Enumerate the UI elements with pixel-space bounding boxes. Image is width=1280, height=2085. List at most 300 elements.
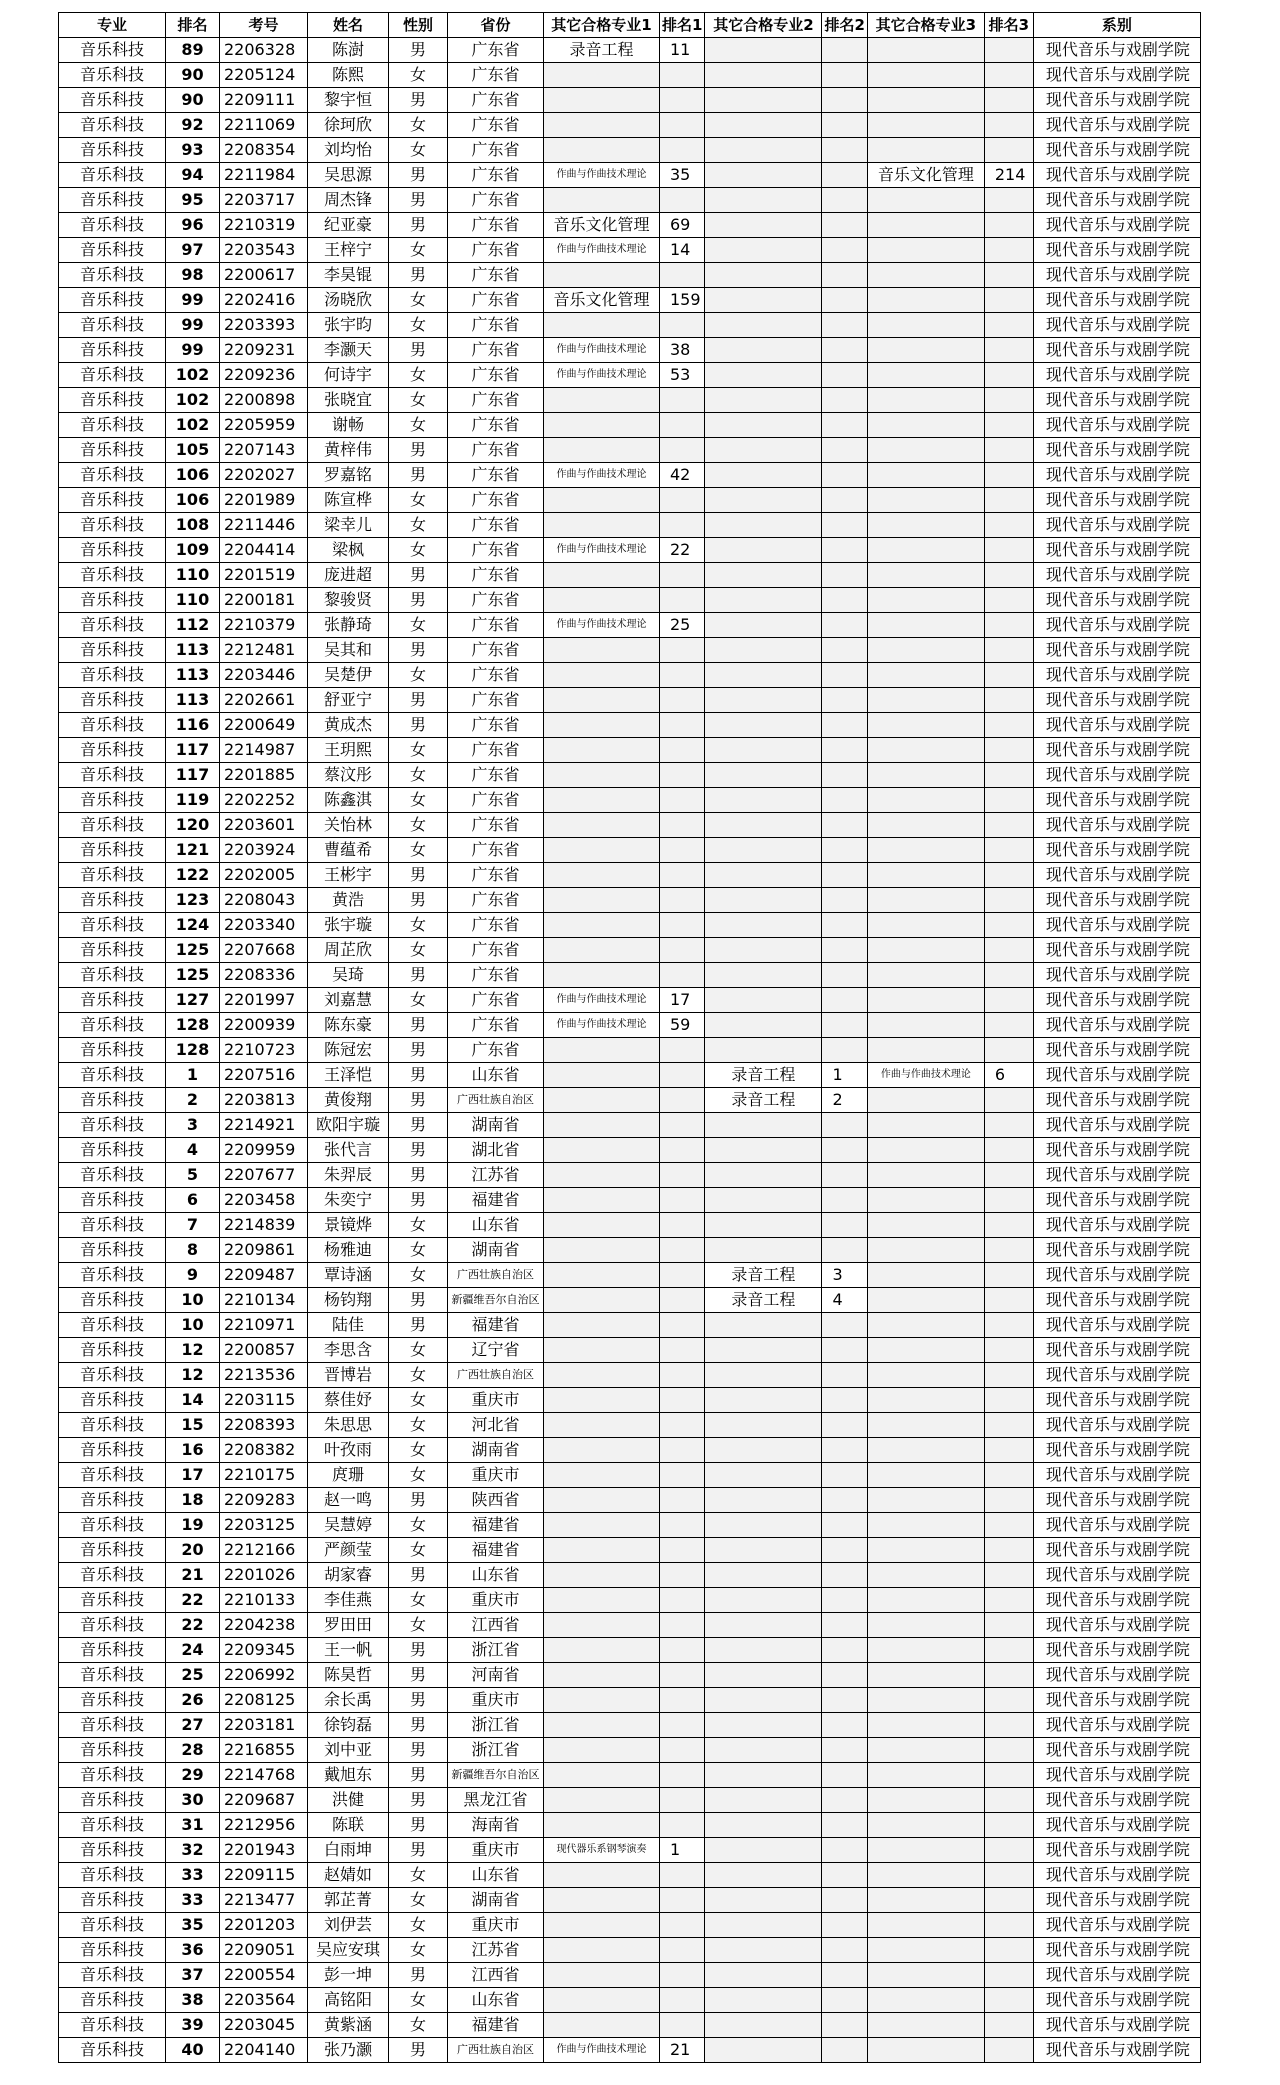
cell-other-major-3 xyxy=(867,363,984,388)
cell-province: 山东省 xyxy=(448,1063,544,1088)
cell-other-major-1 xyxy=(544,863,660,888)
cell-major: 音乐科技 xyxy=(59,1188,166,1213)
cell-rank-2 xyxy=(822,613,867,638)
cell-department: 现代音乐与戏剧学院 xyxy=(1033,1138,1200,1163)
cell-province: 广东省 xyxy=(448,538,544,563)
table-row xyxy=(59,1738,1201,1763)
cell-rank-3 xyxy=(984,1213,1033,1238)
cell-rank: 9 xyxy=(166,1263,220,1288)
cell-other-major-3 xyxy=(867,1088,984,1113)
cell-province: 广东省 xyxy=(448,663,544,688)
cell-name: 戴旭东 xyxy=(308,1763,389,1788)
cell-major: 音乐科技 xyxy=(59,963,166,988)
cell-name: 王梓宁 xyxy=(308,238,389,263)
cell-rank: 110 xyxy=(166,563,220,588)
cell-rank-1 xyxy=(660,2013,705,2038)
cell-name: 周杰锋 xyxy=(308,188,389,213)
cell-rank: 113 xyxy=(166,688,220,713)
cell-rank-2 xyxy=(822,1013,867,1038)
table-row xyxy=(59,338,1201,363)
cell-other-major-3 xyxy=(867,1738,984,1763)
cell-rank-2 xyxy=(822,888,867,913)
cell-rank-1 xyxy=(660,1263,705,1288)
cell-exam-id: 2203564 xyxy=(220,1988,308,2013)
cell-department: 现代音乐与戏剧学院 xyxy=(1033,513,1200,538)
cell-rank-1 xyxy=(660,638,705,663)
cell-gender: 女 xyxy=(389,63,448,88)
cell-rank-1: 53 xyxy=(660,363,705,388)
cell-province: 湖南省 xyxy=(448,1438,544,1463)
cell-other-major-1 xyxy=(544,1038,660,1063)
cell-other-major-1 xyxy=(544,188,660,213)
cell-major: 音乐科技 xyxy=(59,263,166,288)
cell-name: 叶孜雨 xyxy=(308,1438,389,1463)
table-row xyxy=(59,1838,1201,1863)
cell-other-major-3 xyxy=(867,1863,984,1888)
cell-major: 音乐科技 xyxy=(59,1313,166,1338)
cell-major: 音乐科技 xyxy=(59,1938,166,1963)
cell-department: 现代音乐与戏剧学院 xyxy=(1033,1688,1200,1713)
cell-department: 现代音乐与戏剧学院 xyxy=(1033,1463,1200,1488)
table-row xyxy=(59,238,1201,263)
cell-rank: 123 xyxy=(166,888,220,913)
cell-rank-2 xyxy=(822,1513,867,1538)
cell-province: 山东省 xyxy=(448,1863,544,1888)
cell-other-major-3 xyxy=(867,1313,984,1338)
cell-other-major-2 xyxy=(705,863,822,888)
cell-rank: 110 xyxy=(166,588,220,613)
cell-other-major-2 xyxy=(705,1488,822,1513)
cell-gender: 女 xyxy=(389,613,448,638)
cell-rank-3 xyxy=(984,1113,1033,1138)
cell-department: 现代音乐与戏剧学院 xyxy=(1033,288,1200,313)
cell-rank: 37 xyxy=(166,1963,220,1988)
table-row xyxy=(59,1013,1201,1038)
cell-rank-1 xyxy=(660,763,705,788)
cell-rank-3: 214 xyxy=(984,163,1033,188)
cell-name: 胡家睿 xyxy=(308,1563,389,1588)
cell-other-major-1 xyxy=(544,1713,660,1738)
cell-rank-3 xyxy=(984,1813,1033,1838)
cell-province: 湖北省 xyxy=(448,1138,544,1163)
cell-rank-3 xyxy=(984,1188,1033,1213)
cell-province: 广东省 xyxy=(448,788,544,813)
cell-exam-id: 2200898 xyxy=(220,388,308,413)
cell-gender: 男 xyxy=(389,338,448,363)
cell-gender: 女 xyxy=(389,1463,448,1488)
table-row xyxy=(59,1338,1201,1363)
table-row xyxy=(59,1363,1201,1388)
cell-rank-1 xyxy=(660,938,705,963)
cell-rank-2 xyxy=(822,1438,867,1463)
cell-rank-1 xyxy=(660,1063,705,1088)
cell-rank-3 xyxy=(984,113,1033,138)
cell-gender: 女 xyxy=(389,363,448,388)
cell-province: 广东省 xyxy=(448,688,544,713)
cell-department: 现代音乐与戏剧学院 xyxy=(1033,1288,1200,1313)
cell-other-major-1 xyxy=(544,1613,660,1638)
cell-major: 音乐科技 xyxy=(59,1213,166,1238)
cell-other-major-3 xyxy=(867,2013,984,2038)
cell-rank-1 xyxy=(660,888,705,913)
cell-province: 新疆维吾尔自治区 xyxy=(448,1763,544,1788)
cell-name: 陈昊哲 xyxy=(308,1663,389,1688)
cell-other-major-3 xyxy=(867,313,984,338)
cell-department: 现代音乐与戏剧学院 xyxy=(1033,813,1200,838)
header-rank: 排名 xyxy=(166,13,220,38)
cell-other-major-3 xyxy=(867,263,984,288)
cell-department: 现代音乐与戏剧学院 xyxy=(1033,1988,1200,2013)
cell-name: 赵婧如 xyxy=(308,1863,389,1888)
cell-rank: 106 xyxy=(166,488,220,513)
cell-rank-2 xyxy=(822,1338,867,1363)
cell-rank: 28 xyxy=(166,1738,220,1763)
cell-exam-id: 2203813 xyxy=(220,1088,308,1113)
cell-name: 张乃灏 xyxy=(308,2038,389,2063)
cell-major: 音乐科技 xyxy=(59,163,166,188)
cell-other-major-1 xyxy=(544,1363,660,1388)
cell-department: 现代音乐与戏剧学院 xyxy=(1033,263,1200,288)
cell-other-major-1 xyxy=(544,813,660,838)
cell-major: 音乐科技 xyxy=(59,1913,166,1938)
cell-other-major-1 xyxy=(544,1338,660,1363)
cell-province: 广西壮族自治区 xyxy=(448,1363,544,1388)
cell-gender: 男 xyxy=(389,1738,448,1763)
cell-major: 音乐科技 xyxy=(59,1013,166,1038)
cell-other-major-3 xyxy=(867,388,984,413)
cell-other-major-2 xyxy=(705,513,822,538)
cell-rank-3 xyxy=(984,863,1033,888)
cell-other-major-2 xyxy=(705,1713,822,1738)
cell-major: 音乐科技 xyxy=(59,1138,166,1163)
table-row xyxy=(59,863,1201,888)
cell-exam-id: 2209051 xyxy=(220,1938,308,1963)
cell-other-major-2 xyxy=(705,363,822,388)
cell-rank-3 xyxy=(984,913,1033,938)
cell-rank: 22 xyxy=(166,1613,220,1638)
cell-other-major-1 xyxy=(544,513,660,538)
cell-major: 音乐科技 xyxy=(59,813,166,838)
cell-gender: 男 xyxy=(389,688,448,713)
cell-other-major-2 xyxy=(705,1588,822,1613)
cell-rank-2 xyxy=(822,1988,867,2013)
cell-province: 广东省 xyxy=(448,863,544,888)
cell-department: 现代音乐与戏剧学院 xyxy=(1033,88,1200,113)
cell-major: 音乐科技 xyxy=(59,1888,166,1913)
table-row xyxy=(59,1788,1201,1813)
cell-gender: 女 xyxy=(389,513,448,538)
cell-rank-1 xyxy=(660,838,705,863)
table-row xyxy=(59,1063,1201,1088)
cell-province: 广东省 xyxy=(448,463,544,488)
cell-rank-2 xyxy=(822,913,867,938)
cell-other-major-3 xyxy=(867,338,984,363)
cell-other-major-3 xyxy=(867,1213,984,1238)
cell-rank-1 xyxy=(660,1688,705,1713)
cell-rank: 15 xyxy=(166,1413,220,1438)
cell-rank-2 xyxy=(822,313,867,338)
cell-other-major-2 xyxy=(705,1438,822,1463)
cell-rank-3 xyxy=(984,688,1033,713)
cell-rank-1 xyxy=(660,1963,705,1988)
cell-other-major-2 xyxy=(705,438,822,463)
cell-rank-1 xyxy=(660,1138,705,1163)
header-rank-1: 排名1 xyxy=(660,13,705,38)
cell-other-major-2 xyxy=(705,238,822,263)
table-row xyxy=(59,913,1201,938)
cell-other-major-2 xyxy=(705,1813,822,1838)
cell-name: 严颜莹 xyxy=(308,1538,389,1563)
cell-other-major-3 xyxy=(867,1638,984,1663)
cell-rank: 112 xyxy=(166,613,220,638)
cell-rank-3 xyxy=(984,1688,1033,1713)
cell-other-major-1 xyxy=(544,1638,660,1663)
cell-rank-2: 2 xyxy=(822,1088,867,1113)
cell-exam-id: 2210319 xyxy=(220,213,308,238)
cell-rank-1 xyxy=(660,963,705,988)
cell-major: 音乐科技 xyxy=(59,863,166,888)
cell-gender: 男 xyxy=(389,1713,448,1738)
cell-province: 广东省 xyxy=(448,638,544,663)
cell-other-major-1 xyxy=(544,1488,660,1513)
cell-other-major-2 xyxy=(705,313,822,338)
cell-other-major-1 xyxy=(544,1463,660,1488)
cell-name: 陈东豪 xyxy=(308,1013,389,1038)
cell-name: 吴楚伊 xyxy=(308,663,389,688)
cell-name: 舒亚宁 xyxy=(308,688,389,713)
cell-major: 音乐科技 xyxy=(59,513,166,538)
cell-name: 赵一鸣 xyxy=(308,1488,389,1513)
cell-rank-1 xyxy=(660,663,705,688)
cell-name: 汤晓欣 xyxy=(308,288,389,313)
cell-rank-3 xyxy=(984,1863,1033,1888)
cell-other-major-1 xyxy=(544,63,660,88)
cell-gender: 男 xyxy=(389,888,448,913)
cell-exam-id: 2203458 xyxy=(220,1188,308,1213)
cell-department: 现代音乐与戏剧学院 xyxy=(1033,1713,1200,1738)
cell-exam-id: 2203543 xyxy=(220,238,308,263)
cell-major: 音乐科技 xyxy=(59,763,166,788)
cell-province: 江苏省 xyxy=(448,1163,544,1188)
cell-province: 广东省 xyxy=(448,263,544,288)
cell-rank-2 xyxy=(822,1538,867,1563)
cell-major: 音乐科技 xyxy=(59,1388,166,1413)
cell-province: 河南省 xyxy=(448,1663,544,1688)
cell-major: 音乐科技 xyxy=(59,463,166,488)
table-row xyxy=(59,538,1201,563)
cell-other-major-2 xyxy=(705,463,822,488)
cell-rank-1 xyxy=(660,1713,705,1738)
cell-rank: 102 xyxy=(166,388,220,413)
cell-department: 现代音乐与戏剧学院 xyxy=(1033,138,1200,163)
cell-rank-3 xyxy=(984,1288,1033,1313)
cell-gender: 男 xyxy=(389,1088,448,1113)
cell-major: 音乐科技 xyxy=(59,238,166,263)
cell-rank-3 xyxy=(984,1438,1033,1463)
cell-name: 景镜烨 xyxy=(308,1213,389,1238)
cell-other-major-3 xyxy=(867,188,984,213)
cell-rank-1 xyxy=(660,263,705,288)
cell-rank-3 xyxy=(984,238,1033,263)
cell-other-major-1: 录音工程 xyxy=(544,38,660,63)
cell-name: 纪亚豪 xyxy=(308,213,389,238)
cell-major: 音乐科技 xyxy=(59,1088,166,1113)
cell-other-major-2 xyxy=(705,563,822,588)
cell-rank-1 xyxy=(660,1663,705,1688)
cell-rank-1 xyxy=(660,1388,705,1413)
cell-exam-id: 2210379 xyxy=(220,613,308,638)
admission-table xyxy=(58,12,1201,2063)
cell-rank-2: 3 xyxy=(822,1263,867,1288)
cell-gender: 男 xyxy=(389,1788,448,1813)
cell-other-major-1 xyxy=(544,1913,660,1938)
cell-department: 现代音乐与戏剧学院 xyxy=(1033,1263,1200,1288)
cell-other-major-2 xyxy=(705,1888,822,1913)
cell-name: 陈澍 xyxy=(308,38,389,63)
cell-rank-1 xyxy=(660,1588,705,1613)
header-other-major-2: 其它合格专业2 xyxy=(705,13,822,38)
cell-department: 现代音乐与戏剧学院 xyxy=(1033,338,1200,363)
cell-major: 音乐科技 xyxy=(59,1238,166,1263)
cell-name: 黎宇恒 xyxy=(308,88,389,113)
cell-rank-2 xyxy=(822,288,867,313)
cell-rank-2 xyxy=(822,263,867,288)
cell-province: 广东省 xyxy=(448,338,544,363)
cell-name: 陈联 xyxy=(308,1813,389,1838)
cell-rank-1 xyxy=(660,1563,705,1588)
table-row xyxy=(59,1388,1201,1413)
cell-rank-1 xyxy=(660,813,705,838)
cell-rank-1 xyxy=(660,188,705,213)
cell-rank-1: 59 xyxy=(660,1013,705,1038)
cell-other-major-3 xyxy=(867,1238,984,1263)
cell-province: 广东省 xyxy=(448,963,544,988)
cell-rank-3 xyxy=(984,213,1033,238)
cell-exam-id: 2207516 xyxy=(220,1063,308,1088)
cell-rank: 29 xyxy=(166,1763,220,1788)
cell-rank-3 xyxy=(984,1413,1033,1438)
cell-other-major-3 xyxy=(867,1113,984,1138)
cell-rank: 108 xyxy=(166,513,220,538)
table-row xyxy=(59,1963,1201,1988)
cell-other-major-1: 作曲与作曲技术理论 xyxy=(544,238,660,263)
cell-exam-id: 2214768 xyxy=(220,1763,308,1788)
cell-exam-id: 2203446 xyxy=(220,663,308,688)
cell-gender: 男 xyxy=(389,1838,448,1863)
table-row xyxy=(59,1213,1201,1238)
cell-exam-id: 2203393 xyxy=(220,313,308,338)
table-row xyxy=(59,838,1201,863)
cell-department: 现代音乐与戏剧学院 xyxy=(1033,1938,1200,1963)
cell-rank-1 xyxy=(660,563,705,588)
cell-name: 刘嘉慧 xyxy=(308,988,389,1013)
table-row xyxy=(59,63,1201,88)
cell-rank-2 xyxy=(822,588,867,613)
cell-department: 现代音乐与戏剧学院 xyxy=(1033,663,1200,688)
cell-department: 现代音乐与戏剧学院 xyxy=(1033,863,1200,888)
table-row xyxy=(59,1863,1201,1888)
cell-major: 音乐科技 xyxy=(59,388,166,413)
cell-rank-2 xyxy=(822,1938,867,1963)
cell-rank-1 xyxy=(660,88,705,113)
cell-gender: 女 xyxy=(389,113,448,138)
table-row xyxy=(59,163,1201,188)
cell-other-major-3 xyxy=(867,1538,984,1563)
cell-other-major-2 xyxy=(705,988,822,1013)
cell-department: 现代音乐与戏剧学院 xyxy=(1033,538,1200,563)
cell-major: 音乐科技 xyxy=(59,1063,166,1088)
cell-department: 现代音乐与戏剧学院 xyxy=(1033,163,1200,188)
cell-rank: 14 xyxy=(166,1388,220,1413)
cell-rank-3: 6 xyxy=(984,1063,1033,1088)
cell-exam-id: 2201519 xyxy=(220,563,308,588)
cell-major: 音乐科技 xyxy=(59,1813,166,1838)
cell-other-major-1 xyxy=(544,1813,660,1838)
cell-exam-id: 2208393 xyxy=(220,1413,308,1438)
cell-province: 重庆市 xyxy=(448,1463,544,1488)
table-row xyxy=(59,763,1201,788)
cell-rank-1 xyxy=(660,1813,705,1838)
cell-gender: 女 xyxy=(389,1988,448,2013)
table-row xyxy=(59,613,1201,638)
cell-rank-2 xyxy=(822,863,867,888)
cell-gender: 男 xyxy=(389,1763,448,1788)
cell-rank: 38 xyxy=(166,1988,220,2013)
cell-rank: 7 xyxy=(166,1213,220,1238)
cell-name: 黄紫涵 xyxy=(308,2013,389,2038)
cell-rank: 20 xyxy=(166,1538,220,1563)
cell-gender: 男 xyxy=(389,188,448,213)
cell-rank-2 xyxy=(822,388,867,413)
cell-other-major-2 xyxy=(705,1413,822,1438)
cell-rank-2: 1 xyxy=(822,1063,867,1088)
table-row xyxy=(59,388,1201,413)
cell-exam-id: 2204238 xyxy=(220,1613,308,1638)
cell-rank-1: 69 xyxy=(660,213,705,238)
cell-rank-1: 14 xyxy=(660,238,705,263)
cell-other-major-3 xyxy=(867,813,984,838)
cell-department: 现代音乐与戏剧学院 xyxy=(1033,1113,1200,1138)
cell-other-major-1 xyxy=(544,1213,660,1238)
cell-rank-3 xyxy=(984,463,1033,488)
cell-rank: 25 xyxy=(166,1663,220,1688)
cell-rank-3 xyxy=(984,38,1033,63)
cell-gender: 女 xyxy=(389,1863,448,1888)
cell-rank-2 xyxy=(822,1363,867,1388)
cell-name: 杨雅迪 xyxy=(308,1238,389,1263)
table-row xyxy=(59,438,1201,463)
cell-other-major-1 xyxy=(544,688,660,713)
cell-other-major-3 xyxy=(867,1713,984,1738)
cell-other-major-3 xyxy=(867,1688,984,1713)
cell-rank-3 xyxy=(984,438,1033,463)
cell-other-major-2 xyxy=(705,1788,822,1813)
cell-other-major-2 xyxy=(705,88,822,113)
cell-name: 何诗宇 xyxy=(308,363,389,388)
cell-rank: 128 xyxy=(166,1013,220,1038)
cell-rank-2 xyxy=(822,788,867,813)
cell-name: 张宇璇 xyxy=(308,913,389,938)
table-row xyxy=(59,1238,1201,1263)
cell-major: 音乐科技 xyxy=(59,138,166,163)
cell-department: 现代音乐与戏剧学院 xyxy=(1033,1438,1200,1463)
cell-major: 音乐科技 xyxy=(59,213,166,238)
cell-rank: 1 xyxy=(166,1063,220,1088)
table-row xyxy=(59,1713,1201,1738)
cell-other-major-1 xyxy=(544,1438,660,1463)
cell-exam-id: 2204414 xyxy=(220,538,308,563)
cell-exam-id: 2200554 xyxy=(220,1963,308,1988)
